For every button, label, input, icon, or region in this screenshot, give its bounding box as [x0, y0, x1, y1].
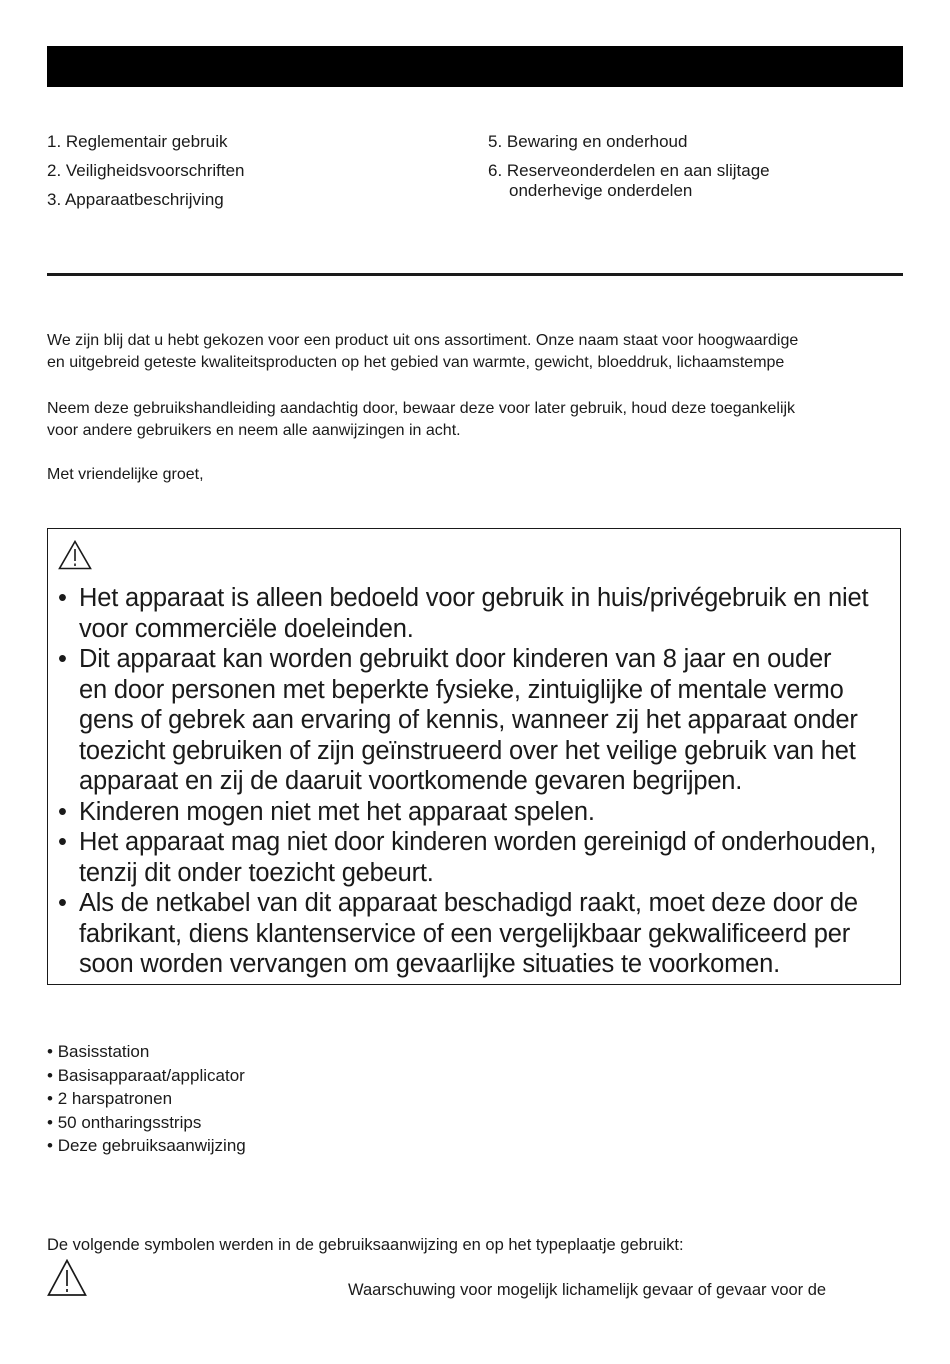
warning-item: • Het apparaat is alleen bedoeld voor gebruik in huis/privégebruik en niet voor commerciële doeleinden.	[58, 583, 876, 644]
list-item: • 50 ontharingsstrips	[47, 1111, 246, 1135]
toc-item-line: onderhevige onderdelen	[509, 181, 693, 200]
warning-triangle-icon	[47, 1259, 87, 1297]
toc-item[interactable]: 2. Veiligheidsvoorschriften	[47, 161, 245, 180]
intro-text	[47, 330, 917, 510]
warning-item: • Dit apparaat kan worden gebruikt door kinderen van 8 jaar en ouder en door personen met beperkte fysieke, zintuiglijke of mentale vermo gens of gebrek aan ervaring of kennis, wanneer zij het apparaat onder toezicht gebruiken of zijn geïnstrueerd over het veilige gebruik van het apparaat en zij de daaruit voortkomende gevaren begrijpen.	[58, 644, 876, 797]
toc-item[interactable]	[488, 161, 770, 201]
list-item: • Basisstation	[47, 1040, 246, 1064]
list-item: • Deze gebruiksaanwijzing	[47, 1134, 246, 1158]
symbols-intro: De volgende symbolen werden in de gebruiksaanwijzing en op het typeplaatje gebruikt:	[47, 1236, 684, 1254]
warning-list	[58, 583, 876, 980]
toc-right	[488, 132, 770, 210]
header-bar	[47, 46, 903, 87]
greeting: Met vriendelijke groet,	[47, 466, 204, 483]
intro-paragraph-text: Neem deze gebruikshandleiding aandachtig door, bewaar deze voor later gebruik, houd deze toegankelijk voor andere gebruikers en neem alle aanwijzingen in acht.	[47, 400, 796, 439]
toc-item-line: 6. Reserveonderdelen en aan slijtage	[488, 161, 770, 180]
toc-item[interactable]: 3. Apparaatbeschrijving	[47, 190, 224, 209]
intro-paragraph	[47, 330, 917, 374]
intro-paragraph	[47, 398, 917, 442]
warning-box	[47, 528, 901, 985]
warning-item: • Het apparaat mag niet door kinderen worden gereinigd of onderhouden, tenzij dit onder toezicht gebeurt.	[58, 827, 876, 888]
list-item: • 2 harspatronen	[47, 1087, 246, 1111]
warning-item: • Als de netkabel van dit apparaat beschadigd raakt, moet deze door de fabrikant, diens klantenservice of een vergelijkbaar gekwalificeerd per soon worden vervangen om gevaarlijke situaties te voorkomen.	[58, 888, 876, 980]
symbol-warning-description: Waarschuwing voor mogelijk lichamelijk gevaar of gevaar voor de	[348, 1281, 827, 1299]
package-contents-list	[47, 1040, 246, 1158]
toc-item[interactable]: 1. Reglementair gebruik	[47, 132, 228, 151]
warning-item: • Kinderen mogen niet met het apparaat spelen.	[58, 797, 876, 828]
list-item: • Basisapparaat/applicator	[47, 1064, 246, 1088]
intro-paragraph-text: We zijn blij dat u hebt gekozen voor een product uit ons assortiment. Onze naam staat voor hoogwaardige en uitgebreid geteste kwaliteitsproducten op het gebied van warmte, gewicht, bloeddruk, lichaamstempe	[47, 332, 799, 371]
section-divider	[47, 273, 903, 276]
toc-item[interactable]: 5. Bewaring en onderhoud	[488, 132, 688, 151]
toc-left	[47, 132, 245, 219]
warning-triangle-icon	[58, 540, 92, 570]
